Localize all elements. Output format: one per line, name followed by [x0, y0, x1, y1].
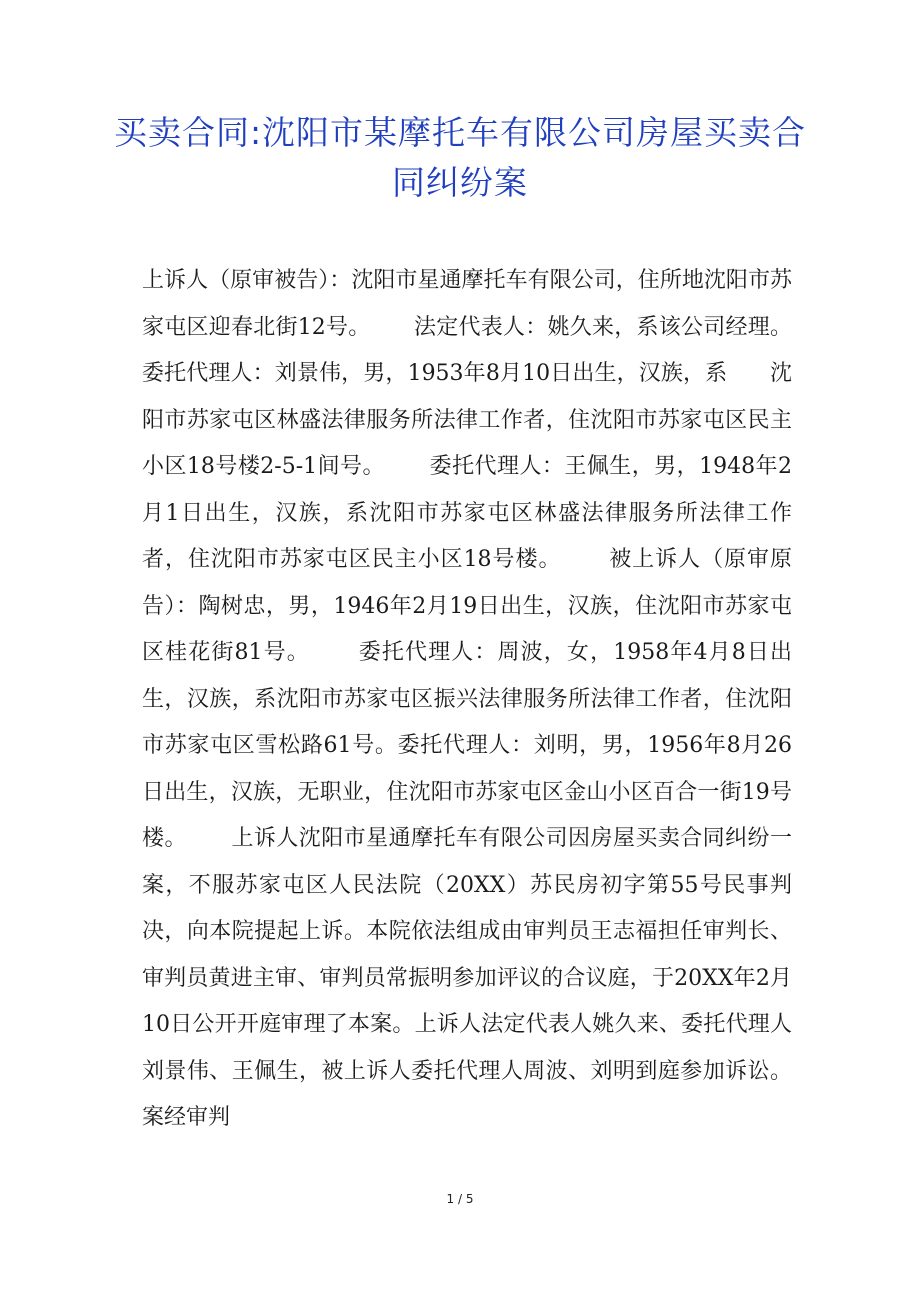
- page-number: 1 / 5: [446, 1192, 474, 1206]
- document-title: 买卖合同:沈阳市某摩托车有限公司房屋买卖合同纠纷案: [113, 113, 807, 202]
- document-body-paragraph: 上诉人（原审被告）：沈阳市星通摩托车有限公司，住所地沈阳市苏家屯区迎春北街12号。 法定代表人：姚久来，系该公司经理。 委托代理人：刘景伟，男，1953年8月10日出生，汉族，系 沈阳市苏家屯区林盛法律服务所法律工作者，住沈阳市苏家屯区民主小区18号楼2-5-1间号。 委托代理人：王佩生，男，1948年2月1日出生，汉族，系沈阳市苏家屯区林盛法律服务所法律工作者，住沈阳市苏家屯区民主小区18号楼。 被上诉人（原审原告）：陶树忠，男，1946年2月19日出生，汉族，住沈阳市苏家屯区桂花街81号。 委托代理人：周波，女，1958年4月8日出生，汉族，系沈阳市苏家屯区振兴法律服务所法律工作者，住沈阳市苏家屯区雪松路61号。委托代理人：刘明，男，1956年8月26日出生，汉族，无职业，住沈阳市苏家屯区金山小区百合一街19号楼。 上诉人沈阳市星通摩托车有限公司因房屋买卖合同纠纷一案，不服苏家屯区人民法院（20XX）苏民房初字第55号民事判决，向本院提起上诉。本院依法组成由审判员王志福担任审判长、审判员黄进主审、审判员常振明参加评议的合议庭，于20XX年2月10日公开开庭审理了本案。上诉人法定代表人姚久来、委托代理人刘景伟、王佩生，被上诉人委托代理人周波、刘明到庭参加诉讼。案经审判: [142, 268, 806, 1130]
